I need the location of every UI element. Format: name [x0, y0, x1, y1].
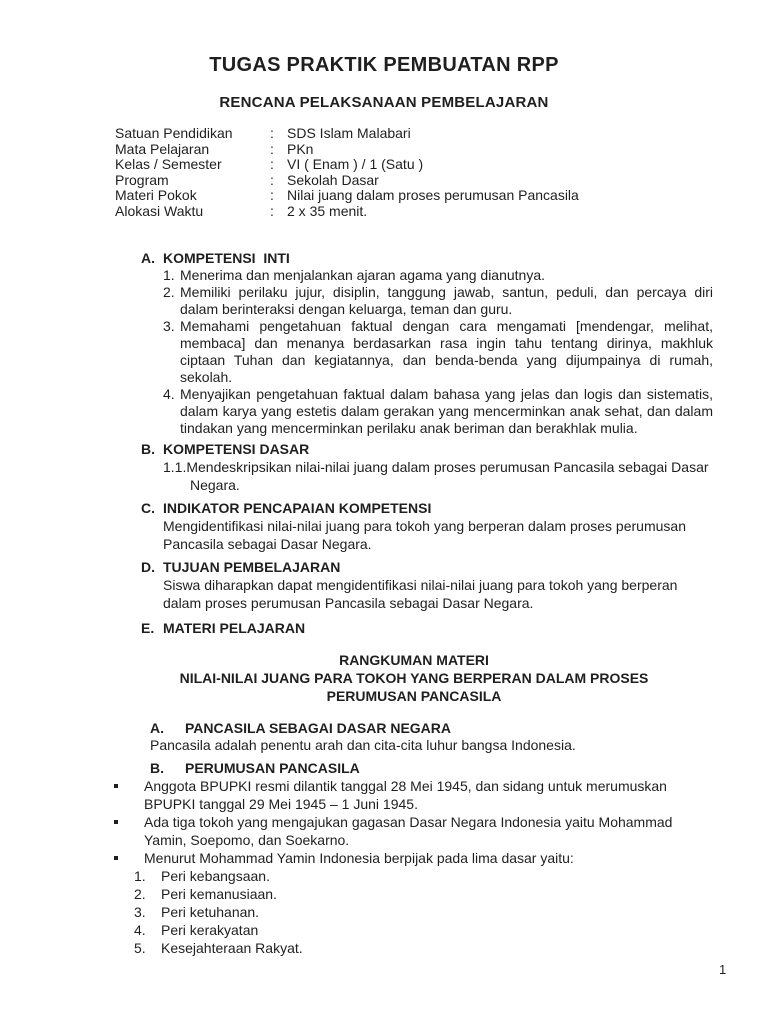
- subsection-heading: PERUMUSAN PANCASILA: [185, 760, 360, 776]
- bullet-text: Anggota BPUPKI resmi dilantik tanggal 28 Mei 1945, dan sidang untuk merumuskan BPUPKI tanggal 29 Mei 1945 – 1 Juni 1945.: [144, 778, 667, 812]
- section-heading-row: [141, 619, 713, 637]
- section-tujuan: [141, 558, 713, 612]
- section-paragraph: Mengidentifikasi nilai-nilai juang para tokoh yang berperan dalam proses perumusan Pancasila sebagai Dasar Negara.: [163, 518, 686, 552]
- list-item: [163, 267, 713, 284]
- list-item-number: 3.: [134, 904, 146, 920]
- meta-value: PKn: [287, 140, 314, 157]
- section-heading: TUJUAN PEMBELAJARAN: [163, 559, 341, 575]
- bullet-list: [112, 777, 713, 957]
- summary-title-line1: RANGKUMAN MATERI: [339, 652, 489, 668]
- section-materi: [141, 619, 713, 637]
- list-item-number: 5.: [134, 940, 146, 956]
- lima-dasar-list: [134, 867, 713, 957]
- meta-separator: :: [270, 140, 274, 157]
- list-item-number: 3.: [163, 318, 175, 334]
- meta-row-satuan-pendidikan: [115, 126, 713, 142]
- meta-value: VI ( Enam ) / 1 (Satu ): [287, 156, 424, 172]
- section-heading: KOMPETENSI DASAR: [163, 441, 310, 457]
- list-item-number: 2.: [134, 886, 146, 902]
- section-heading-row: [141, 440, 713, 458]
- meta-separator: :: [270, 125, 274, 141]
- section-marker: A.: [141, 250, 155, 266]
- kompetensi-inti-list: [163, 267, 713, 437]
- list-item: [163, 386, 713, 437]
- list-item: [163, 284, 713, 318]
- section-kompetensi-inti: [141, 249, 713, 437]
- list-item: [134, 939, 713, 957]
- summary-title-line2: NILAI-NILAI JUANG PARA TOKOH YANG BERPERAN DALAM PROSES: [179, 670, 649, 686]
- subsection-heading-row: [150, 719, 713, 737]
- subsection-heading-row: [150, 759, 713, 777]
- list-item-number: 1.: [163, 267, 175, 283]
- list-item-number: 1.: [134, 868, 146, 884]
- section-kompetensi-dasar: [141, 440, 713, 494]
- square-bullet-icon: [114, 820, 118, 824]
- meta-separator: :: [270, 202, 274, 219]
- meta-row-materi-pokok: [115, 188, 713, 204]
- section-heading: MATERI PELAJARAN: [163, 620, 306, 636]
- list-item-text: Memahami pengetahuan faktual dengan cara mengamati [mendengar, melihat, membaca] dan menanya berdasarkan rasa ingin tahu tentang dirinya, makhluk ciptaan Tuhan dan kegiatannya, dan benda-benda yang dijumpainya di rumah, sekolah.: [180, 318, 713, 385]
- bullet-item: [112, 813, 713, 849]
- meta-label: Alokasi Waktu: [115, 202, 204, 219]
- list-item-text: Peri kerakyatan: [161, 922, 259, 938]
- meta-label: Kelas / Semester: [115, 156, 222, 172]
- square-bullet-icon: [114, 856, 118, 860]
- meta-separator: :: [270, 156, 274, 172]
- document-title: TUGAS PRAKTIK PEMBUATAN RPP: [209, 54, 559, 76]
- list-item-text: Peri kemanusiaan.: [161, 886, 277, 902]
- list-item-text: Peri kebangsaan.: [161, 868, 270, 884]
- list-item-text: Peri ketuhanan.: [161, 904, 260, 920]
- meta-label: Satuan Pendidikan: [115, 125, 233, 141]
- list-item-number: 2.: [163, 284, 175, 300]
- meta-value: SDS Islam Malabari: [287, 125, 411, 141]
- meta-row-kelas-semester: [115, 157, 713, 173]
- summary-title-line3: PERUMUSAN PANCASILA: [326, 688, 502, 704]
- list-item-text: Menerima dan menjalankan ajaran agama yang dianutnya.: [180, 267, 546, 283]
- bullet-cell: [112, 849, 144, 867]
- bullet-item: [112, 849, 713, 867]
- list-item-text: Memiliki perilaku jujur, disiplin, tanggung jawab, santun, peduli, dan percaya diri dalam berinteraksi dengan keluarga, teman dan guru.: [180, 284, 713, 317]
- section-heading-row: [141, 499, 713, 517]
- list-item: [134, 867, 713, 885]
- section-heading-row: [141, 249, 713, 267]
- section-indikator: [141, 499, 713, 553]
- meta-value: Sekolah Dasar: [287, 171, 379, 188]
- list-item-text: Mendeskripsikan nilai-nilai juang dalam proses perumusan Pancasila sebagai Dasar Negara.: [186, 459, 709, 493]
- section-marker: E.: [141, 620, 155, 636]
- list-item: [163, 318, 713, 386]
- list-item-text: Menyajikan pengetahuan faktual dalam bahasa yang jelas dan logis dan sistematis, dalam karya yang estetis dalam gerakan yang mencerminkan anak sehat, dan dalam tindakan yang mencerminkan perilaku anak beriman dan berakhlak mulia.: [180, 386, 713, 436]
- meta-separator: :: [270, 187, 274, 203]
- subsection-perumusan-pancasila: [134, 759, 713, 957]
- list-item: [134, 921, 713, 939]
- section-marker: B.: [141, 441, 155, 457]
- meta-label: Mata Pelajaran: [115, 140, 210, 157]
- list-item: [134, 903, 713, 921]
- summary-heading: [115, 651, 713, 705]
- meta-label: Materi Pokok: [115, 187, 197, 203]
- meta-value: Nilai juang dalam proses perumusan Pancasila: [287, 187, 579, 203]
- document-subtitle: RENCANA PELAKSANAAN PEMBELAJARAN: [219, 94, 549, 111]
- subsection-pancasila-dasar-negara: [141, 719, 713, 754]
- meta-separator: :: [270, 171, 274, 188]
- bullet-text: Menurut Mohammad Yamin Indonesia berpijak pada lima dasar yaitu:: [144, 850, 574, 866]
- list-item-number: 1.1.: [163, 459, 187, 475]
- metadata-table: [115, 126, 713, 219]
- subsection-paragraph: Pancasila adalah penentu arah dan cita-cita luhur bangsa Indonesia.: [150, 737, 576, 753]
- section-paragraph: Siswa diharapkan dapat mengidentifikasi nilai-nilai juang para tokoh yang berperan dalam proses perumusan Pancasila sebagai Dasar Negara.: [163, 577, 678, 611]
- section-heading: KOMPETENSI INTI: [163, 250, 290, 266]
- list-item-text: Kesejahteraan Rakyat.: [161, 940, 303, 956]
- subsection-marker: A.: [150, 720, 164, 736]
- meta-row-alokasi-waktu: [115, 204, 713, 220]
- meta-row-program: [115, 173, 713, 189]
- document-body: [134, 249, 713, 957]
- list-item: [163, 458, 713, 494]
- section-heading-row: [141, 558, 713, 576]
- bullet-text: Ada tiga tokoh yang mengajukan gagasan Dasar Negara Indonesia yaitu Mohammad Yamin, Soepomo, dan Soekarno.: [144, 814, 673, 848]
- kompetensi-dasar-body: [163, 458, 713, 494]
- square-bullet-icon: [114, 784, 118, 788]
- section-heading: INDIKATOR PENCAPAIAN KOMPETENSI: [163, 500, 432, 516]
- meta-value: 2 x 35 menit.: [287, 202, 368, 219]
- subsection-marker: B.: [150, 760, 164, 776]
- bullet-cell: [112, 813, 144, 849]
- list-item: [134, 885, 713, 903]
- list-item-number: 4.: [134, 922, 146, 938]
- meta-label: Program: [115, 171, 169, 188]
- meta-row-mata-pelajaran: [115, 142, 713, 158]
- page-number: 1: [719, 962, 727, 977]
- section-marker: C.: [141, 500, 155, 516]
- list-item-number: 4.: [163, 386, 175, 402]
- subsection-heading: PANCASILA SEBAGAI DASAR NEGARA: [185, 720, 452, 736]
- bullet-item: [112, 777, 713, 813]
- bullet-cell: [112, 777, 144, 813]
- section-marker: D.: [141, 559, 155, 575]
